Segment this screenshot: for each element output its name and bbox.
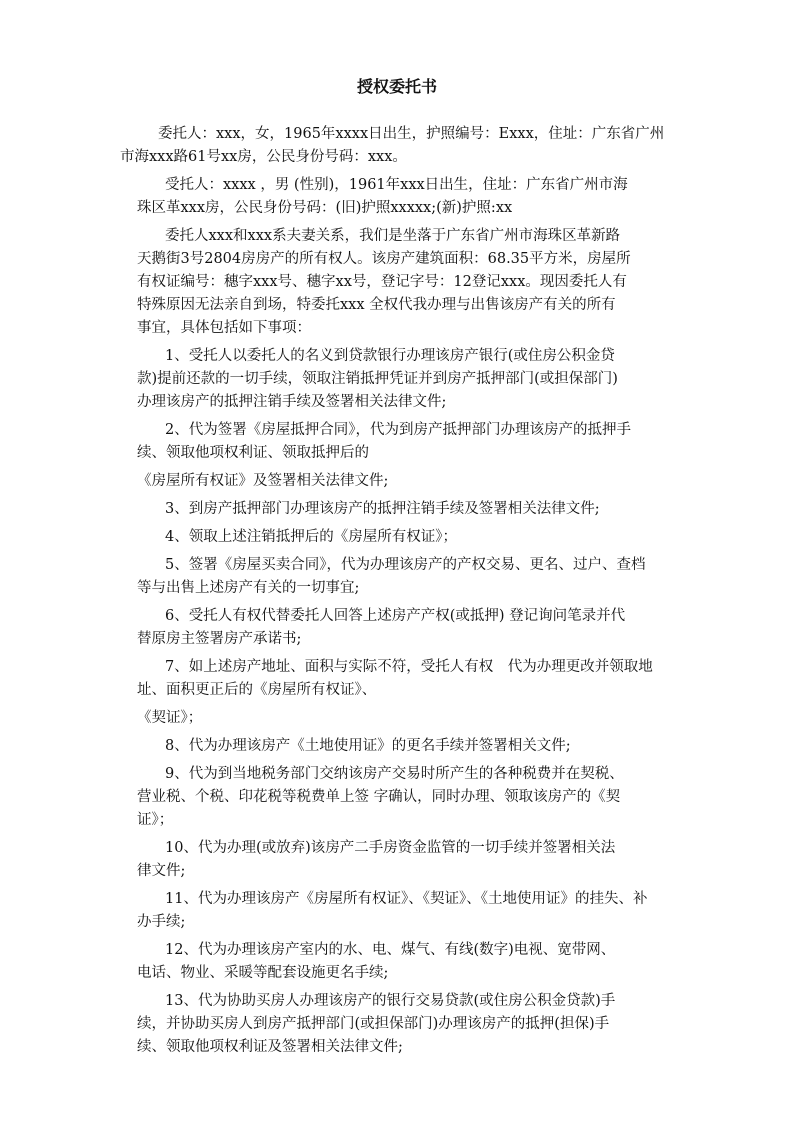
paragraph bbox=[120, 123, 717, 169]
paragraph bbox=[137, 837, 717, 883]
text-line: 特殊原因无法亲自到场，特委托xxx 全权代我办理与出售该房产有关的所有 bbox=[137, 297, 616, 313]
text-line: 办理该房产的抵押注销手续及签署相关法律文件; bbox=[137, 394, 447, 410]
paragraph bbox=[137, 526, 717, 549]
text-line: 营业税、个税、印花税等税费单上签 字确认，同时办理、领取该房产的《契 bbox=[137, 789, 621, 805]
text-line: 办手续; bbox=[137, 914, 186, 930]
document-body bbox=[120, 123, 717, 1064]
paragraph bbox=[137, 174, 717, 220]
text-line: 市海xxx路61号xx房，公民身份号码：xxx。 bbox=[120, 149, 407, 165]
text-line: 委托人xxx和xxx系夫妻关系，我们是坐落于广东省广州市海珠区革新路 bbox=[165, 228, 621, 244]
text-line: 址、面积更正后的《房屋所有权证》、 bbox=[137, 682, 377, 698]
text-line: 证》； bbox=[137, 812, 174, 828]
text-line: 5、签署《房屋买卖合同》，代为办理该房产的产权交易、更名、过户、查档 bbox=[165, 557, 646, 573]
paragraph bbox=[137, 345, 717, 414]
text-line: 2、代为签署《房屋抵押合同》，代为到房产抵押部门办理该房产的抵押手 bbox=[165, 422, 631, 438]
text-line: 续、领取他项权利证、领取抵押后的 bbox=[137, 445, 369, 461]
text-line: 10、代为办理(或放弃)该房产二手房资金监管的一切手续并签署相关法 bbox=[165, 840, 616, 856]
paragraph bbox=[137, 419, 717, 465]
paragraph bbox=[137, 605, 717, 651]
paragraph bbox=[137, 763, 717, 832]
paragraph bbox=[137, 888, 717, 934]
text-line: 续、领取他项权利证及签署相关法律文件; bbox=[137, 1039, 403, 1055]
text-line: 12、代为办理该房产室内的水、电、煤气、有线(数字)电视、宽带网、 bbox=[165, 942, 616, 958]
paragraph bbox=[137, 225, 717, 340]
text-line: 4、领取上述注销抵押后的《房屋所有权证》； bbox=[165, 529, 457, 545]
text-line: 6、受托人有权代替委托人回答上述房产产权(或抵押) 登记询问笔录并代 bbox=[165, 608, 626, 624]
text-line: 《契证》； bbox=[137, 710, 203, 726]
paragraph bbox=[137, 707, 717, 730]
text-line: 3、到房产抵押部门办理该房产的抵押注销手续及签署相关法律文件; bbox=[165, 501, 600, 517]
paragraph bbox=[137, 939, 717, 985]
text-line: 委托人：xxx，女，1965年xxxx日出生，护照编号：Exxx，住址：广东省广州 bbox=[158, 126, 665, 142]
text-line: 13、代为协助买房人办理该房产的银行交易贷款(或住房公积金贷款)手 bbox=[165, 993, 616, 1009]
paragraph bbox=[137, 554, 717, 600]
text-line: 天鹅街3号2804房房产的所有权人。该房产建筑面积：68.35平方米，房屋所 bbox=[137, 251, 631, 267]
text-line: 受托人：xxxx ，男 (性别)，1961年xxx日出生，住址：广东省广州市海 bbox=[165, 177, 628, 193]
text-line: 11、代为办理该房产《房屋所有权证》、《契证》、《土地使用证》的挂失、补 bbox=[165, 891, 648, 907]
text-line: 8、代为办理该房产《土地使用证》的更名手续并签署相关文件; bbox=[165, 738, 571, 754]
text-line: 《房屋所有权证》及签署相关法律文件; bbox=[137, 473, 389, 489]
paragraph bbox=[137, 656, 717, 702]
text-line: 款)提前还款的一切手续，领取注销抵押凭证并到房产抵押部门(或担保部门) bbox=[137, 371, 618, 387]
text-line: 电话、物业、采暖等配套设施更名手续; bbox=[137, 965, 389, 981]
text-line: 9、代为到当地税务部门交纳该房产交易时所产生的各种税费并在契税、 bbox=[165, 766, 624, 782]
document-title: 授权委托书 bbox=[356, 77, 437, 96]
text-line: 事宜，具体包括如下事项： bbox=[137, 320, 311, 336]
text-line: 有权证编号：穗字xxx号、穗字xx号，登记字号：12登记xxx。现因委托人有 bbox=[137, 274, 627, 290]
text-line: 珠区革xxx房，公民身份号码：(旧)护照xxxxx;(新)护照:xx bbox=[137, 200, 513, 216]
text-line: 1、受托人以委托人的名义到贷款银行办理该房产银行(或住房公积金贷 bbox=[165, 348, 615, 364]
paragraph bbox=[137, 470, 717, 493]
text-line: 等与出售上述房产有关的一切事宜; bbox=[137, 580, 360, 596]
paragraph bbox=[137, 735, 717, 758]
paragraph bbox=[137, 498, 717, 521]
text-line: 替原房主签署房产承诺书; bbox=[137, 631, 302, 647]
text-line: 7、如上述房产地址、面积与实际不符，受托人有权 代为办理更改并领取地 bbox=[165, 659, 653, 675]
text-line: 律文件; bbox=[137, 863, 186, 879]
text-line: 续，并协助买房人到房产抵押部门(或担保部门)办理该房产的抵押(担保)手 bbox=[137, 1016, 610, 1032]
paragraph bbox=[137, 990, 717, 1059]
